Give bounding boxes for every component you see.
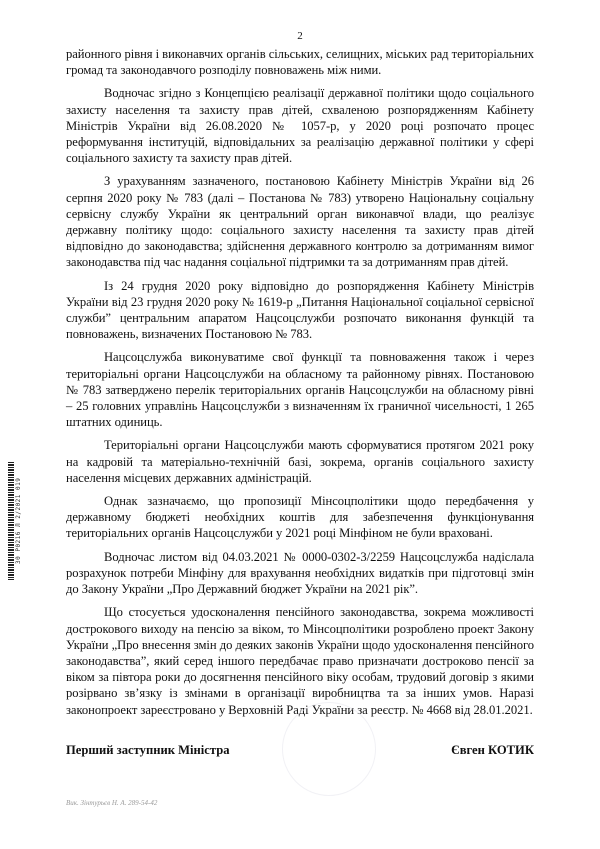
signature-block (66, 743, 534, 758)
paragraph-6: Територіальні органи Нацсоцслужби мають сформуватися протягом 2021 року на кадровій та матеріально-технічній базі, зокрема, органів соціального захисту населення місцевих державних адміністрацій. (66, 438, 534, 485)
registration-barcode-stamp (8, 462, 22, 580)
paragraph-2: Водночас згідно з Концепцією реалізації державної політики щодо соціального захисту населення та захисту прав дітей, схваленою розпорядженням Кабінету Міністрів України від 26.08.2020 № 1057-р, у 2020 році розпочато процес реформування інституцій, відповідальних за реалізацію державної політики у сфері соціального захисту та захисту прав дітей. (66, 86, 534, 166)
paragraph-9: Що стосується удосконалення пенсійного законодавства, зокрема можливості дострокового виходу на пенсію за віком, то Мінсоцполітики розроблено проект Закону України „Про внесення змін до деяких законів України щодо удосконалення пенсійного законодавства”, який серед іншого передбачає право призначати достроково пенсії за віком за півтора роки до досягнення пенсійного віку особам, трудовий договір з якими розірвано зв’язку із змінами в організації виробництва та за інших умов. Наразі законопроект зареєстровано у Верховній Раді України за реєстр. № 4668 від 28.01.2021. (66, 605, 534, 717)
executor-note: Вик. Зінтурьєв Н. А. 289-54-42 (66, 799, 158, 807)
paragraph-8: Водночас листом від 04.03.2021 № 0000-0302-3/2259 Нацсоцслужба надіслала розрахунок потреби Мінфіну для врахування необхідних видатків при підготовці змін до Закону України „Про Державний бюджет України на 2021 рік”. (66, 549, 534, 597)
letter-body (66, 46, 534, 725)
barcode (8, 462, 14, 580)
signatory-position: Перший заступник Міністра (66, 743, 230, 757)
paragraph-3: З урахуванням зазначеного, постановою Кабінету Міністрів України від 26 серпня 2020 року № 783 (далі – Постанова № 783) утворено Національну соціальну сервісну службу України як центральний орган виконавчої влади, що реалізує державну політику щодо: соціального захисту населення та захисту прав дітей відповідно до законодавства; здійснення державного контролю за дотриманням вимог законодавства під час надання соціальної підтримки та за дотриманням прав дітей. (66, 174, 534, 270)
page-number: 2 (297, 30, 303, 42)
registration-code: 30 Р0216 Л 2/2021 019 (15, 477, 22, 565)
paragraph-1: районного рівня і виконавчих органів сільських, селищних, міських рад територіальних громад та законодавчого розподілу повноважень між ними. (66, 47, 534, 78)
paragraph-5: Нацсоцслужба виконуватиме свої функції та повноваження також і через територіальні органи Нацсоцслужби на обласному та районному рівнях. Постановою № 783 затверджено перелік територіальних органів Нацсоцслужби на обласному рівні – 25 головних управлінь Нацсоцслужби з визначенням їх граничної чисельності, 1 265 штатних одиниць. (66, 350, 534, 430)
paragraph-4: Із 24 грудня 2020 року відповідно до розпорядження Кабінету Міністрів України від 23 грудня 2020 року № 1619-р „Питання Національної соціальної сервісної служби” центральним апаратом Нацсоцслужби розпочато виконання функцій та повноважень, визначених Постановою № 783. (66, 278, 534, 342)
paragraph-7: Однак зазначаємо, що пропозиції Мінсоцполітики щодо передбачення у державному бюджеті необхідних коштів для забезпечення функціонування територіальних органів Нацсоцслужби у 2021 році Мінфіном не були враховані. (66, 494, 534, 541)
signatory-name: Євген КОТИК (451, 743, 534, 757)
